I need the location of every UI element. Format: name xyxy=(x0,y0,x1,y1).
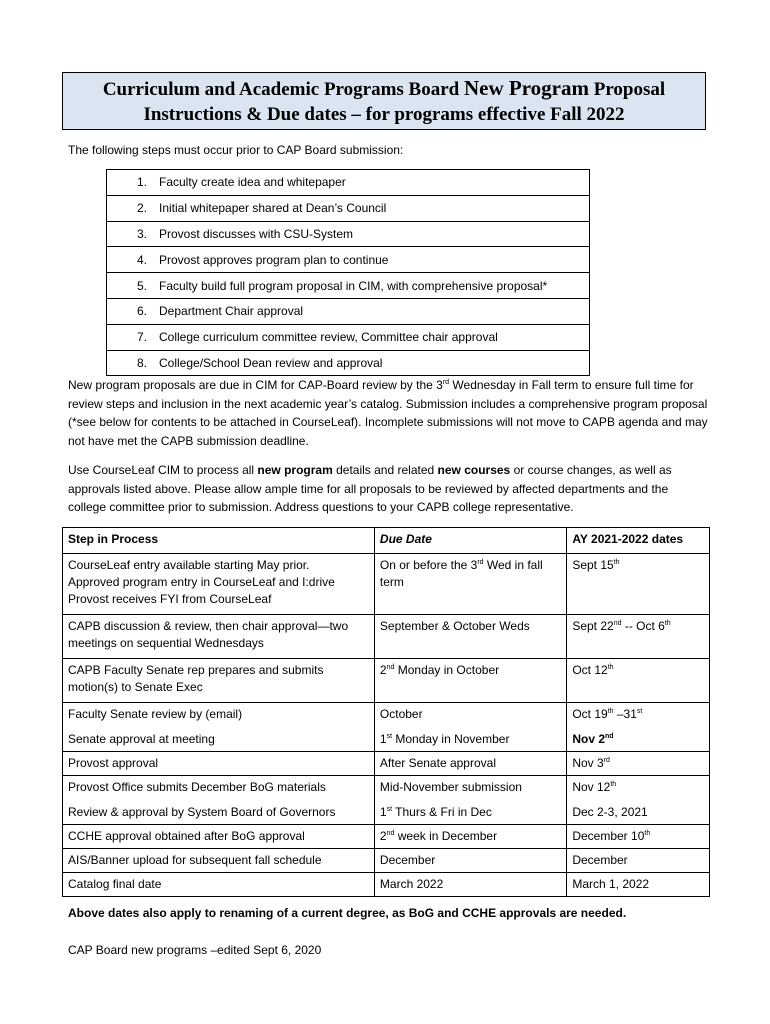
ay-cell xyxy=(567,554,710,615)
step-row xyxy=(107,170,590,196)
due-cell xyxy=(374,703,566,752)
ay-text: Dec 2-3, 2021 xyxy=(572,805,648,819)
para2-bold-new-program: new program xyxy=(257,463,333,477)
schedule-header-row xyxy=(63,528,710,554)
step-line: Catalog final date xyxy=(68,877,162,891)
step-text: College curriculum committee review, Committee chair approval xyxy=(159,330,498,345)
ay-line xyxy=(572,706,704,723)
ay-text: Sept 15 xyxy=(572,558,614,572)
ay-text: Sept 22 xyxy=(572,619,614,633)
due-text: Thurs & Fri in Dec xyxy=(392,805,492,819)
due-sup: st xyxy=(386,733,393,740)
due-line xyxy=(380,804,561,821)
step-line: Approved program entry in CourseLeaf and I:drive xyxy=(68,575,335,589)
title-line-2: Instructions & Due dates – for programs effective Fall 2022 xyxy=(143,104,625,125)
due-text: December xyxy=(379,853,436,867)
ay-line xyxy=(572,779,704,796)
due-cell xyxy=(374,615,566,659)
due-text: October xyxy=(379,707,423,721)
edited-note: CAP Board new programs –edited Sept 6, 2020 xyxy=(68,943,322,957)
table-row xyxy=(63,849,710,873)
step-text: Faculty create idea and whitepaper xyxy=(159,175,346,190)
step-cell xyxy=(63,825,375,849)
header-step: Step in Process xyxy=(63,528,375,554)
step-text: Provost approves program plan to continue xyxy=(159,252,389,267)
ay-cell xyxy=(567,659,710,703)
ay-sup: th xyxy=(644,830,651,837)
due-text: 2 xyxy=(379,829,387,843)
step-line: Faculty Senate review by (email) xyxy=(68,707,243,721)
step-number: 8. xyxy=(137,355,148,370)
ay-text: Oct 19 xyxy=(572,707,608,721)
due-sup: nd xyxy=(386,664,395,671)
ay-line xyxy=(572,731,704,748)
step-text: Department Chair approval xyxy=(159,304,304,319)
step-row xyxy=(107,221,590,247)
table-row xyxy=(63,703,710,752)
step-line: Review & approval by System Board of Governors xyxy=(68,805,336,819)
step-number: 3. xyxy=(137,226,148,241)
step-text: Faculty build full program proposal in CIM, with comprehensive proposal* xyxy=(159,278,548,293)
step-text: Provost discusses with CSU-System xyxy=(159,226,354,241)
due-text: After Senate approval xyxy=(379,756,496,770)
step-cell xyxy=(63,554,375,615)
due-text: week in December xyxy=(394,829,498,843)
ay-cell xyxy=(567,703,710,752)
table-row xyxy=(63,554,710,615)
para1-sup: rd xyxy=(442,379,450,386)
table-row xyxy=(63,659,710,703)
step-line: Provost receives FYI from CourseLeaf xyxy=(68,592,272,606)
step-number: 4. xyxy=(137,252,148,267)
ay-text: December 10 xyxy=(572,829,645,843)
step-cell xyxy=(63,873,375,897)
step-row xyxy=(107,350,590,376)
steps-table xyxy=(106,169,590,376)
due-line xyxy=(380,731,561,748)
ay-text: Nov 2 xyxy=(572,732,606,746)
ay-cell xyxy=(567,752,710,776)
due-text: Monday in October xyxy=(394,663,500,677)
due-sup: rd xyxy=(477,559,484,566)
due-cell xyxy=(374,825,566,849)
ay-line xyxy=(572,804,704,821)
ay-sup: th xyxy=(664,620,671,627)
ay-text: –31 xyxy=(613,707,637,721)
step-line: CAPB Faculty Senate rep prepares and submits motion(s) to Senate Exec xyxy=(68,663,324,694)
due-cell xyxy=(374,659,566,703)
due-text: Mid-November submission xyxy=(379,780,522,794)
ay-cell xyxy=(567,776,710,825)
due-date-paragraph xyxy=(68,376,708,450)
due-text: 2 xyxy=(379,663,387,677)
due-sup: nd xyxy=(386,830,395,837)
step-number: 6. xyxy=(137,304,148,319)
due-text: 1 xyxy=(379,805,387,819)
schedule-table xyxy=(62,527,710,897)
step-cell xyxy=(63,659,375,703)
para2-text-c: details and related xyxy=(332,463,438,477)
step-number: 2. xyxy=(137,201,148,216)
table-row xyxy=(63,752,710,776)
table-row xyxy=(63,615,710,659)
table-row xyxy=(63,873,710,897)
ay-text: -- Oct 6 xyxy=(621,619,665,633)
step-number: 1. xyxy=(137,175,148,190)
due-text: March 2022 xyxy=(379,877,444,891)
courseleaf-paragraph xyxy=(68,461,708,517)
para1-text-b: Wednesday in Fall term to ensure full time for review steps and inclusion in the next academic year’s catalog. Submission includes a comprehensive program proposal (*see below for contents to be attached in CourseLeaf). Incomplete submissions will not move to CAPB agenda and may not have met the CAPB submission deadline. xyxy=(68,378,708,448)
renaming-note: Above dates also apply to renaming of a current degree, as BoG and CCHE approvals are needed. xyxy=(68,906,627,920)
step-row xyxy=(107,195,590,221)
due-cell xyxy=(374,554,566,615)
step-number: 7. xyxy=(137,330,148,345)
title-part-new-program: New Program xyxy=(463,76,589,100)
due-text: On or before the 3 xyxy=(379,558,478,572)
ay-text: March 1, 2022 xyxy=(572,877,650,891)
due-sup: st xyxy=(386,806,393,813)
step-line: CCHE approval obtained after BoG approval xyxy=(68,829,305,843)
due-line xyxy=(380,706,561,723)
due-cell xyxy=(374,849,566,873)
due-text: September & October Weds xyxy=(379,619,530,633)
ay-sup: th xyxy=(607,664,614,671)
step-line: AIS/Banner upload for subsequent fall schedule xyxy=(68,853,322,867)
step-cell xyxy=(63,776,375,825)
para2-text-d: or course changes, as well as approvals listed above. Please allow ample time for all proposals to be reviewed by affected departments and the college committee prior to submission. Address questions to your CAPB college representative. xyxy=(68,463,672,514)
intro-text: The following steps must occur prior to CAP Board submission: xyxy=(68,143,404,157)
title-line-1 xyxy=(63,76,705,102)
step-cell xyxy=(63,849,375,873)
ay-cell xyxy=(567,615,710,659)
document-title-box xyxy=(62,72,706,130)
step-text: Initial whitepaper shared at Dean’s Council xyxy=(159,201,387,216)
ay-sup: th xyxy=(607,708,614,715)
ay-sup: nd xyxy=(613,620,622,627)
due-cell xyxy=(374,752,566,776)
ay-text: December xyxy=(572,853,628,867)
para1-text-a: New program proposals are due in CIM for CAP-Board review by the 3 xyxy=(68,378,443,392)
header-due-date: Due Date xyxy=(374,528,566,554)
title-part-a: Curriculum and Academic Programs Board xyxy=(102,79,464,100)
ay-sup: st xyxy=(636,708,643,715)
title-part-c: Proposal xyxy=(588,79,666,100)
step-cell xyxy=(63,615,375,659)
step-row xyxy=(107,324,590,350)
para2-text-a: Use CourseLeaf CIM to process all xyxy=(68,463,258,477)
step-cell xyxy=(63,703,375,752)
step-line: Senate approval at meeting xyxy=(68,732,215,746)
step-row xyxy=(107,273,590,299)
due-cell xyxy=(374,776,566,825)
step-cell xyxy=(63,752,375,776)
due-text: 1 xyxy=(379,732,387,746)
step-row xyxy=(107,247,590,273)
ay-sup: nd xyxy=(605,733,614,740)
table-row xyxy=(63,776,710,825)
ay-cell xyxy=(567,873,710,897)
para2-bold-new-courses: new courses xyxy=(437,463,511,477)
step-line: Provost approval xyxy=(68,756,159,770)
ay-text: Nov 12 xyxy=(572,780,611,794)
step-text: College/School Dean review and approval xyxy=(159,355,383,370)
header-ay-dates: AY 2021-2022 dates xyxy=(567,528,710,554)
due-cell xyxy=(374,873,566,897)
step-row xyxy=(107,298,590,324)
ay-text: Nov 3 xyxy=(572,756,604,770)
ay-text: Oct 12 xyxy=(572,663,608,677)
step-line: CAPB discussion & review, then chair approval—two meetings on sequential Wednesdays xyxy=(68,619,349,650)
ay-sup: th xyxy=(610,781,617,788)
step-number: 5. xyxy=(137,278,148,293)
due-text: Monday in November xyxy=(392,732,510,746)
step-line: Provost Office submits December BoG materials xyxy=(68,780,326,794)
step-line: CourseLeaf entry available starting May prior. xyxy=(68,558,310,572)
ay-sup: th xyxy=(613,559,620,566)
ay-cell xyxy=(567,849,710,873)
ay-sup: rd xyxy=(603,757,610,764)
table-row xyxy=(63,825,710,849)
due-line xyxy=(380,779,561,796)
ay-cell xyxy=(567,825,710,849)
due-text: Wed in fall term xyxy=(379,558,543,589)
